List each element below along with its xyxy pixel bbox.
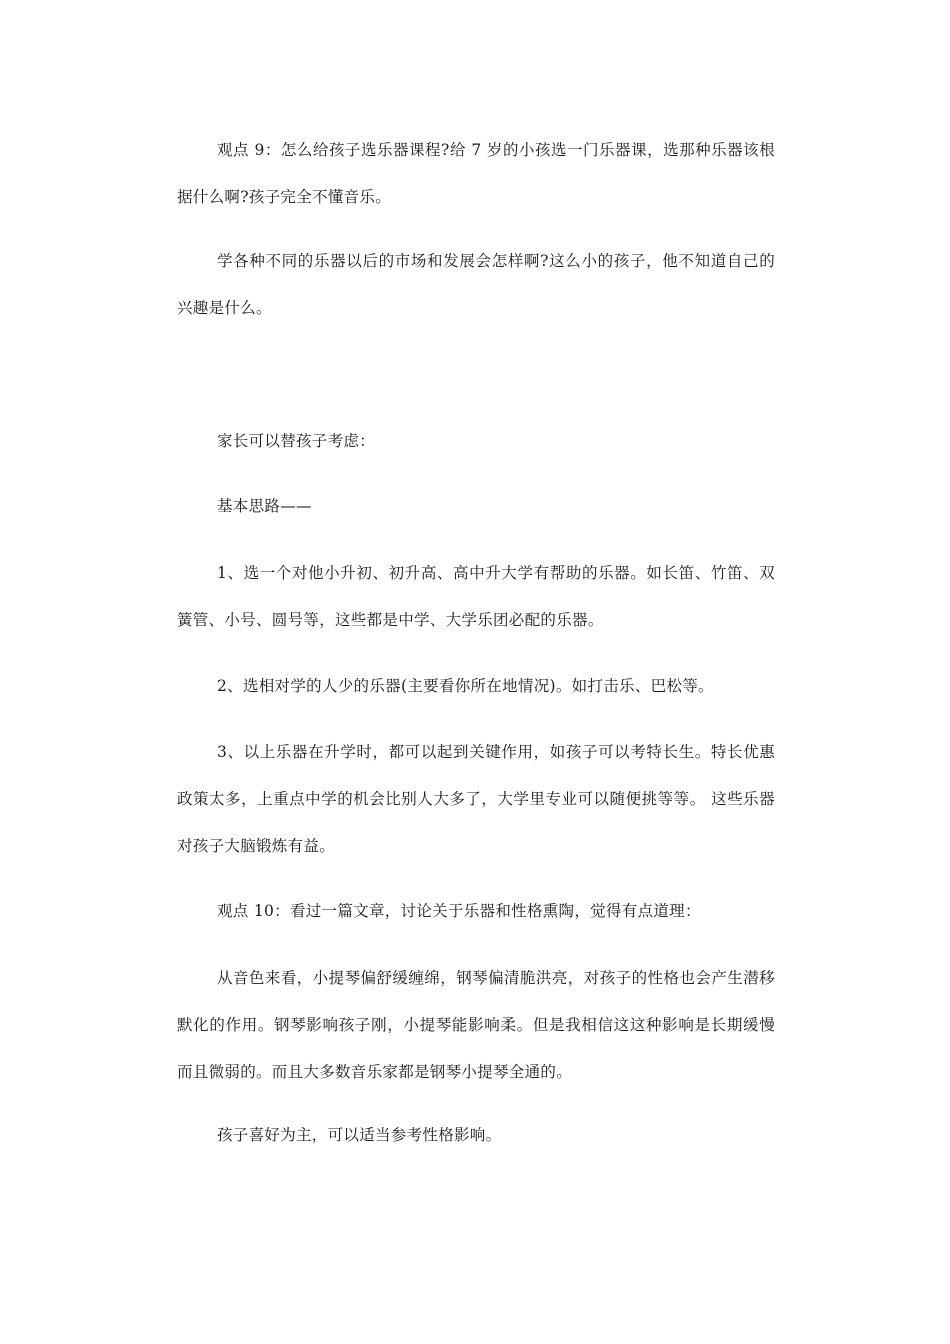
paragraph-point-1: 1、选一个对他小升初、初升高、高中升大学有帮助的乐器。如长笛、竹笛、双簧管、小号、圆号等，这些都是中学、大学乐团必配的乐器。 xyxy=(177,564,775,629)
paragraph-parents-consider: 家长可以替孩子考虑： xyxy=(217,432,376,450)
paragraph-viewpoint-9: 观点 9：怎么给孩子选乐器课程?给 7 岁的小孩选一门乐器课，选那种乐器该根据什么啊?孩子完全不懂音乐。 xyxy=(177,141,775,206)
paragraph-market-question: 学各种不同的乐器以后的市场和发展会怎样啊?这么小的孩子，他不知道自己的兴趣是什么。 xyxy=(177,252,775,317)
paragraph-point-3: 3、以上乐器在升学时，都可以起到关键作用，如孩子可以考特长生。特长优惠政策太多，上重点中学的机会比别人大多了，大学里专业可以随便挑等等。 这些乐器对孩子大脑锻炼有益。 xyxy=(177,743,775,855)
paragraph-viewpoint-10: 观点 10：看过一篇文章，讨论关于乐器和性格熏陶，觉得有点道理： xyxy=(217,902,701,920)
paragraph-conclusion: 孩子喜好为主，可以适当参考性格影响。 xyxy=(217,1126,502,1144)
paragraph-timbre: 从音色来看，小提琴偏舒缓缠绵，钢琴偏清脆洪亮，对孩子的性格也会产生潜移默化的作用。钢琴影响孩子刚，小提琴能影响柔。但是我相信这这种影响是长期缓慢而且微弱的。而且大多数音乐家都是钢琴小提琴全通的。 xyxy=(177,969,775,1081)
paragraph-basic-idea: 基本思路—— xyxy=(217,497,312,515)
paragraph-point-2: 2、选相对学的人少的乐器(主要看你所在地情况)。如打击乐、巴松等。 xyxy=(217,677,714,695)
